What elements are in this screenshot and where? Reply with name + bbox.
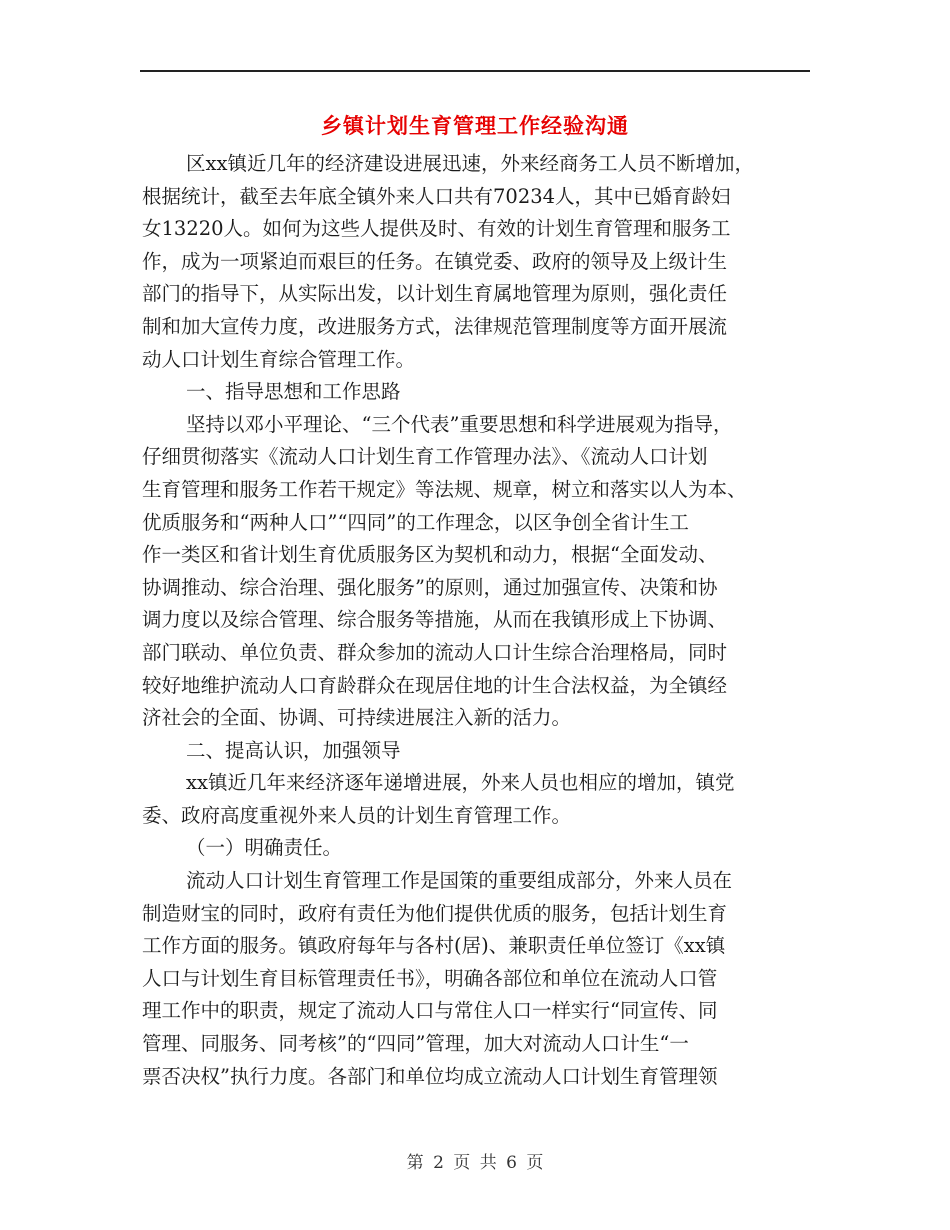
text-line: 作一类区和省计划生育优质服务区为契机和动力，根据“全面发动、 [142,543,718,567]
text-line: （一）明确责任。 [186,836,343,860]
text-line: 制造财宝的同时，政府有责任为他们提供优质的服务，包括计划生育 [142,901,728,925]
text-line: 协调推动、综合治理、强化服务”的原则，通过加强宣传、决策和协 [142,575,718,599]
text-line: 部门的指导下，从实际出发，以计划生育属地管理为原则，强化责任 [142,282,728,306]
text-line: 区xx镇近几年的经济建设进展迅速，外来经商务工人员不断增加， [186,152,754,175]
text-line: 工作方面的服务。镇政府每年与各村(居)、兼职责任单位签订《xx镇 [142,934,726,958]
text-line: 制和加大宣传力度，改进服务方式，法律规范管理制度等方面开展流 [142,314,728,338]
text-line: 作，成为一项紧迫而艰巨的任务。在镇党委、政府的领导及上级计生 [142,249,728,273]
text-line: 委、政府高度重视外来人员的计划生育管理工作。 [142,803,572,827]
text-line: 理工作中的职责，规定了流动人口与常住人口一样实行“同宣传、同 [142,999,718,1023]
text-line: 流动人口计划生育管理工作是国策的重要组成部分，外来人员在 [186,869,733,893]
text-line: xx镇近几年来经济逐年递增进展，外来人员也相应的增加，镇党 [186,771,735,795]
text-line: 动人口计划生育综合管理工作。 [142,347,416,371]
text-line: 优质服务和“两种人口”“四同”的工作理念，以区争创全省计生工 [142,510,689,534]
text-line: 根据统计，截至去年底全镇外来人口共有70234人，其中已婚育龄妇 [142,184,731,208]
text-line: 二、提高认识，加强领导 [186,738,401,762]
text-line: 人口与计划生育目标管理责任书》，明确各部位和单位在流动人口管 [142,966,718,990]
page-number-footer: 第 2 页 共 6 页 [406,1153,544,1173]
text-line: 仔细贯彻落实《流动人口计划生育工作管理办法》、《流动人口计划 [142,445,708,469]
text-line: 调力度以及综合管理、综合服务等措施，从而在我镇形成上下协调、 [142,608,728,632]
document-title: 乡镇计划生育管理工作经验沟通 [321,113,629,138]
text-line: 部门联动、单位负责、群众参加的流动人口计生综合治理格局，同时 [142,640,728,664]
text-line: 济社会的全面、协调、可持续进展注入新的活力。 [142,706,572,730]
text-line: 生育管理和服务工作若干规定》等法规、规章，树立和落实以人为本、 [142,477,747,501]
document-body [142,148,812,1093]
text-line: 一、指导思想和工作思路 [186,380,401,404]
header-rule [140,70,810,72]
text-line: 女13220人。如何为这些人提供及时、有效的计划生育管理和服务工 [142,217,731,241]
text-line: 坚持以邓小平理论、“三个代表”重要思想和科学进展观为指导， [186,412,733,436]
text-line: 票否决权”执行力度。各部门和单位均成立流动人口计划生育管理领 [142,1064,718,1088]
text-line: 较好地维护流动人口育龄群众在现居住地的计生合法权益，为全镇经 [142,673,728,697]
text-line: 管理、同服务、同考核”的“四同”管理，加大对流动人口计生“一 [142,1032,689,1056]
